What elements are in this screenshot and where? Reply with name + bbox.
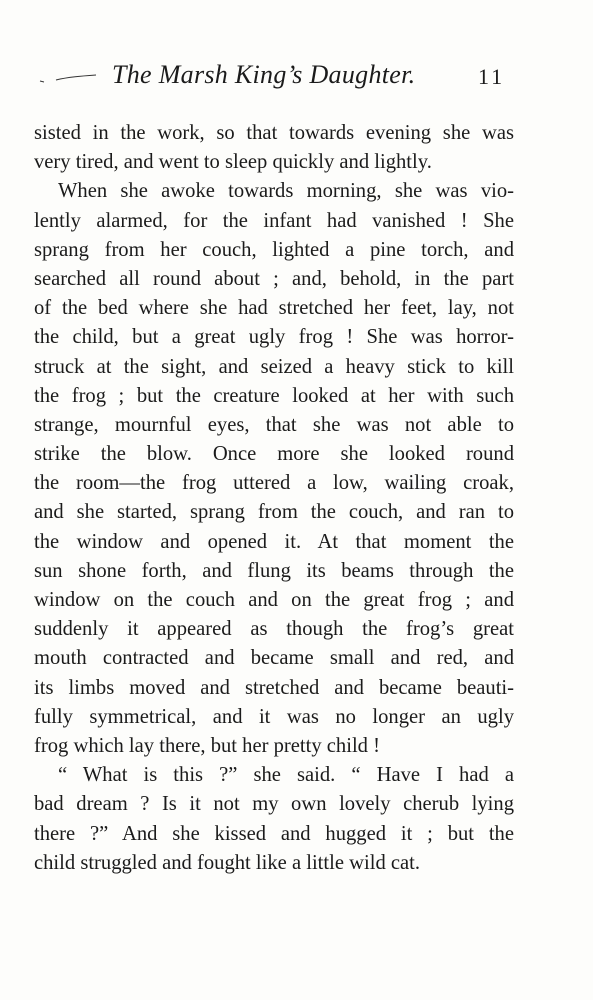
text-line: strike the blow. Once more she looked round [34, 443, 514, 466]
text-line: child struggled and fought like a little wild cat. [34, 851, 421, 874]
text-line: very tired, and went to sleep quickly and lightly. [34, 151, 432, 174]
text-line: suddenly it appeared as though the frog’s great [34, 618, 514, 641]
text-line: window on the couch and on the great frog ; and [34, 589, 514, 611]
text-line: the room—the frog uttered a low, wailing croak, [34, 472, 514, 495]
text-line: the child, but a great ugly frog ! She was horror- [34, 326, 514, 349]
body-text [34, 119, 514, 878]
text-line: “ What is this ?” she said. “ Have I had a [58, 764, 514, 787]
text-line: sprang from her couch, lighted a pine torch, and [34, 238, 514, 261]
text-line: there ?” And she kissed and hugged it ; but the [34, 822, 514, 845]
text-line: strange, mournful eyes, that she was not able to [34, 413, 514, 436]
text-line: When she awoke towards morning, she was vio- [58, 180, 514, 203]
text-line: the frog ; but the creature looked at her with such [34, 384, 514, 407]
text-line: sisted in the work, so that towards evening she was [34, 122, 514, 144]
text-line: frog which lay there, but her pretty child ! [34, 734, 380, 757]
text-line: sun shone forth, and flung its beams through the [34, 559, 514, 582]
text-line: bad dream ? Is it not my own lovely cherub lying [34, 793, 514, 816]
text-line: struck at the sight, and seized a heavy stick to kill [34, 355, 514, 378]
text-line: and she started, sprang from the couch, and ran to [34, 501, 514, 524]
running-header [30, 60, 530, 96]
header-flourish-ornament [38, 74, 98, 84]
text-line: searched all round about ; and, behold, in the part [34, 267, 514, 290]
text-line: fully symmetrical, and it was no longer an ugly [34, 705, 514, 728]
text-line: its limbs moved and stretched and became beauti- [34, 676, 514, 699]
running-title: The Marsh King’s Daughter. [112, 60, 416, 89]
text-line: mouth contracted and became small and red, and [34, 647, 514, 670]
text-line: the window and opened it. At that moment the [34, 530, 514, 553]
text-line: lently alarmed, for the infant had vanished ! She [34, 209, 514, 232]
page-number: 11 [478, 64, 506, 89]
text-line: of the bed where she had stretched her feet, lay, not [34, 297, 514, 320]
